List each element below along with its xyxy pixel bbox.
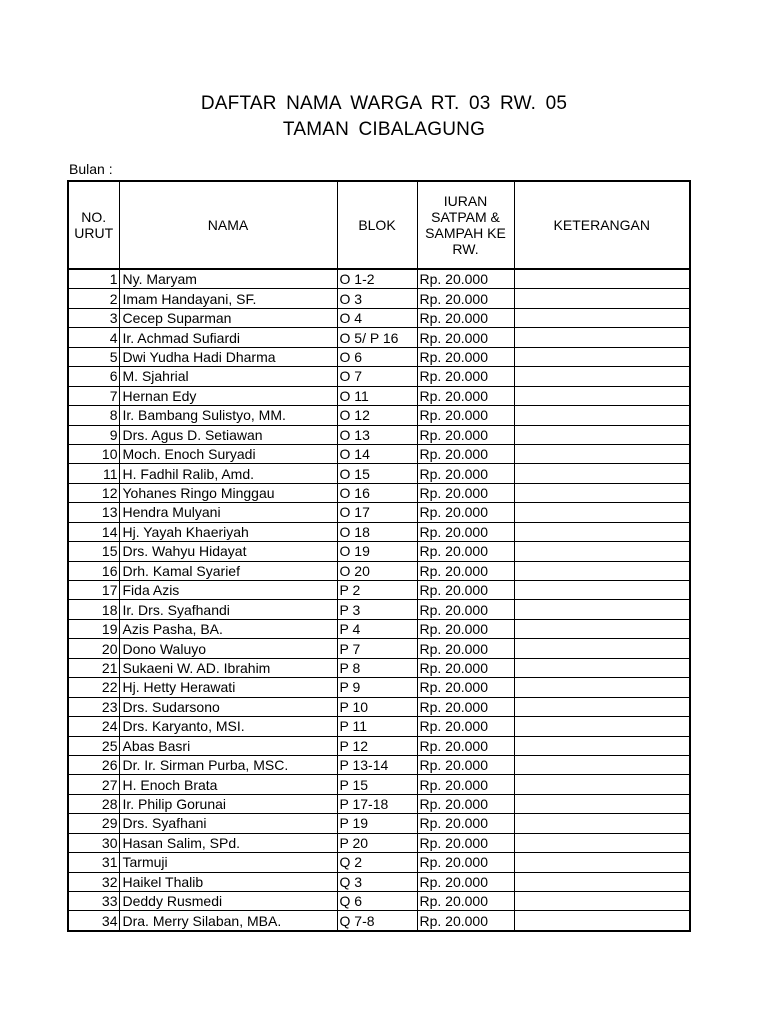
header-blok: BLOK (337, 181, 417, 269)
row-nama-cell: Ir. Drs. Syafhandi (119, 600, 337, 619)
row-blok-cell: O 6 (337, 347, 417, 366)
row-keterangan-cell (514, 367, 690, 386)
table-row (68, 775, 690, 794)
row-nama-cell: Drs. Agus D. Setiawan (119, 425, 337, 444)
row-keterangan-cell (514, 639, 690, 658)
row-blok-cell: P 7 (337, 639, 417, 658)
row-keterangan-cell (514, 678, 690, 697)
table-row (68, 892, 690, 911)
table-row (68, 658, 690, 677)
header-no-urut: NO. URUT (68, 181, 119, 269)
table-row (68, 328, 690, 347)
table-row (68, 600, 690, 619)
row-nama-cell: Dra. Merry Silaban, MBA. (119, 911, 337, 931)
row-iuran-cell: Rp. 20.000 (417, 444, 514, 463)
row-keterangan-cell (514, 464, 690, 483)
row-keterangan-cell (514, 542, 690, 561)
row-keterangan-cell (514, 581, 690, 600)
row-nama-cell: H. Enoch Brata (119, 775, 337, 794)
row-blok-cell: P 9 (337, 678, 417, 697)
row-blok-cell: P 13-14 (337, 755, 417, 774)
table-row (68, 542, 690, 561)
table-row (68, 406, 690, 425)
row-keterangan-cell (514, 289, 690, 308)
row-no-cell: 16 (68, 561, 119, 580)
row-nama-cell: H. Fadhil Ralib, Amd. (119, 464, 337, 483)
table-row (68, 347, 690, 366)
row-nama-cell: Dono Waluyo (119, 639, 337, 658)
row-nama-cell: Yohanes Ringo Minggau (119, 483, 337, 502)
row-keterangan-cell (514, 892, 690, 911)
header-nama: NAMA (119, 181, 337, 269)
table-body (68, 269, 690, 931)
row-no-cell: 18 (68, 600, 119, 619)
row-iuran-cell: Rp. 20.000 (417, 639, 514, 658)
table-row (68, 639, 690, 658)
row-keterangan-cell (514, 308, 690, 327)
row-iuran-cell: Rp. 20.000 (417, 619, 514, 638)
row-iuran-cell: Rp. 20.000 (417, 289, 514, 308)
row-nama-cell: Imam Handayani, SF. (119, 289, 337, 308)
row-iuran-cell: Rp. 20.000 (417, 892, 514, 911)
row-no-cell: 22 (68, 678, 119, 697)
row-iuran-cell: Rp. 20.000 (417, 697, 514, 716)
table-row (68, 872, 690, 891)
row-nama-cell: Hendra Mulyani (119, 503, 337, 522)
row-no-cell: 34 (68, 911, 119, 931)
table-row (68, 814, 690, 833)
row-no-cell: 32 (68, 872, 119, 891)
row-iuran-cell: Rp. 20.000 (417, 814, 514, 833)
row-keterangan-cell (514, 600, 690, 619)
row-keterangan-cell (514, 619, 690, 638)
table-row (68, 678, 690, 697)
row-no-cell: 5 (68, 347, 119, 366)
header-keterangan: KETERANGAN (514, 181, 690, 269)
row-iuran-cell: Rp. 20.000 (417, 483, 514, 502)
row-keterangan-cell (514, 736, 690, 755)
row-no-cell: 10 (68, 444, 119, 463)
row-keterangan-cell (514, 425, 690, 444)
table-row (68, 853, 690, 872)
row-keterangan-cell (514, 833, 690, 852)
row-blok-cell: O 19 (337, 542, 417, 561)
row-iuran-cell: Rp. 20.000 (417, 755, 514, 774)
row-iuran-cell: Rp. 20.000 (417, 658, 514, 677)
table-row (68, 503, 690, 522)
table-row (68, 697, 690, 716)
row-keterangan-cell (514, 814, 690, 833)
row-nama-cell: Azis Pasha, BA. (119, 619, 337, 638)
row-nama-cell: Ir. Achmad Sufiardi (119, 328, 337, 347)
row-nama-cell: Moch. Enoch Suryadi (119, 444, 337, 463)
table-row (68, 386, 690, 405)
row-blok-cell: P 12 (337, 736, 417, 755)
row-no-cell: 30 (68, 833, 119, 852)
row-nama-cell: Drs. Wahyu Hidayat (119, 542, 337, 561)
table-row (68, 289, 690, 308)
row-nama-cell: Hasan Salim, SPd. (119, 833, 337, 852)
row-iuran-cell: Rp. 20.000 (417, 542, 514, 561)
row-keterangan-cell (514, 386, 690, 405)
row-blok-cell: O 4 (337, 308, 417, 327)
row-iuran-cell: Rp. 20.000 (417, 736, 514, 755)
table-header-row (68, 181, 690, 269)
row-no-cell: 19 (68, 619, 119, 638)
row-iuran-cell: Rp. 20.000 (417, 386, 514, 405)
row-blok-cell: P 17-18 (337, 794, 417, 813)
table-row (68, 619, 690, 638)
row-iuran-cell: Rp. 20.000 (417, 717, 514, 736)
row-blok-cell: O 13 (337, 425, 417, 444)
row-nama-cell: Hj. Yayah Khaeriyah (119, 522, 337, 541)
row-no-cell: 31 (68, 853, 119, 872)
row-iuran-cell: Rp. 20.000 (417, 367, 514, 386)
row-blok-cell: O 14 (337, 444, 417, 463)
table-row (68, 581, 690, 600)
row-no-cell: 9 (68, 425, 119, 444)
table-row (68, 464, 690, 483)
table-row (68, 833, 690, 852)
row-nama-cell: Dwi Yudha Hadi Dharma (119, 347, 337, 366)
row-nama-cell: Cecep Suparman (119, 308, 337, 327)
row-nama-cell: Hernan Edy (119, 386, 337, 405)
row-no-cell: 21 (68, 658, 119, 677)
row-nama-cell: Ir. Bambang Sulistyo, MM. (119, 406, 337, 425)
table-row (68, 483, 690, 502)
row-keterangan-cell (514, 755, 690, 774)
row-no-cell: 23 (68, 697, 119, 716)
table-row (68, 717, 690, 736)
row-keterangan-cell (514, 328, 690, 347)
row-no-cell: 7 (68, 386, 119, 405)
row-keterangan-cell (514, 717, 690, 736)
row-iuran-cell: Rp. 20.000 (417, 581, 514, 600)
row-iuran-cell: Rp. 20.000 (417, 911, 514, 931)
row-iuran-cell: Rp. 20.000 (417, 308, 514, 327)
row-nama-cell: Ir. Philip Gorunai (119, 794, 337, 813)
table-row (68, 736, 690, 755)
row-keterangan-cell (514, 561, 690, 580)
row-nama-cell: Haikel Thalib (119, 872, 337, 891)
row-no-cell: 33 (68, 892, 119, 911)
row-no-cell: 6 (68, 367, 119, 386)
row-blok-cell: P 2 (337, 581, 417, 600)
row-blok-cell: P 20 (337, 833, 417, 852)
row-iuran-cell: Rp. 20.000 (417, 347, 514, 366)
table-row (68, 269, 690, 289)
row-no-cell: 25 (68, 736, 119, 755)
row-blok-cell: P 11 (337, 717, 417, 736)
row-blok-cell: O 16 (337, 483, 417, 502)
row-no-cell: 15 (68, 542, 119, 561)
row-blok-cell: P 3 (337, 600, 417, 619)
row-no-cell: 1 (68, 269, 119, 289)
table-row (68, 794, 690, 813)
row-blok-cell: O 15 (337, 464, 417, 483)
row-blok-cell: P 4 (337, 619, 417, 638)
row-blok-cell: Q 2 (337, 853, 417, 872)
row-blok-cell: O 3 (337, 289, 417, 308)
row-nama-cell: Sukaeni W. AD. Ibrahim (119, 658, 337, 677)
row-blok-cell: Q 3 (337, 872, 417, 891)
row-nama-cell: Dr. Ir. Sirman Purba, MSC. (119, 755, 337, 774)
row-nama-cell: Drs. Sudarsono (119, 697, 337, 716)
row-keterangan-cell (514, 483, 690, 502)
row-blok-cell: P 10 (337, 697, 417, 716)
row-iuran-cell: Rp. 20.000 (417, 425, 514, 444)
row-nama-cell: Drs. Syafhani (119, 814, 337, 833)
row-no-cell: 13 (68, 503, 119, 522)
row-keterangan-cell (514, 406, 690, 425)
row-blok-cell: P 19 (337, 814, 417, 833)
table-row (68, 522, 690, 541)
row-iuran-cell: Rp. 20.000 (417, 522, 514, 541)
row-nama-cell: Drs. Karyanto, MSI. (119, 717, 337, 736)
row-keterangan-cell (514, 522, 690, 541)
row-keterangan-cell (514, 503, 690, 522)
row-blok-cell: P 15 (337, 775, 417, 794)
row-iuran-cell: Rp. 20.000 (417, 561, 514, 580)
row-no-cell: 20 (68, 639, 119, 658)
row-keterangan-cell (514, 775, 690, 794)
row-blok-cell: O 17 (337, 503, 417, 522)
row-iuran-cell: Rp. 20.000 (417, 678, 514, 697)
table-row (68, 561, 690, 580)
row-nama-cell: Abas Basri (119, 736, 337, 755)
row-no-cell: 27 (68, 775, 119, 794)
row-iuran-cell: Rp. 20.000 (417, 269, 514, 289)
row-iuran-cell: Rp. 20.000 (417, 794, 514, 813)
table-row (68, 367, 690, 386)
bulan-label: Bulan : (69, 161, 113, 177)
warga-table (67, 180, 691, 932)
row-iuran-cell: Rp. 20.000 (417, 503, 514, 522)
row-nama-cell: Fida Azis (119, 581, 337, 600)
row-iuran-cell: Rp. 20.000 (417, 775, 514, 794)
row-no-cell: 24 (68, 717, 119, 736)
row-blok-cell: Q 7-8 (337, 911, 417, 931)
row-no-cell: 12 (68, 483, 119, 502)
row-keterangan-cell (514, 697, 690, 716)
row-iuran-cell: Rp. 20.000 (417, 872, 514, 891)
row-blok-cell: O 18 (337, 522, 417, 541)
row-nama-cell: M. Sjahrial (119, 367, 337, 386)
row-no-cell: 3 (68, 308, 119, 327)
row-nama-cell: Ny. Maryam (119, 269, 337, 289)
table-row (68, 444, 690, 463)
row-keterangan-cell (514, 794, 690, 813)
row-blok-cell: O 5/ P 16 (337, 328, 417, 347)
row-keterangan-cell (514, 269, 690, 289)
row-blok-cell: P 8 (337, 658, 417, 677)
row-no-cell: 8 (68, 406, 119, 425)
table-row (68, 911, 690, 931)
row-keterangan-cell (514, 872, 690, 891)
row-blok-cell: O 1-2 (337, 269, 417, 289)
row-iuran-cell: Rp. 20.000 (417, 406, 514, 425)
row-no-cell: 4 (68, 328, 119, 347)
row-no-cell: 28 (68, 794, 119, 813)
row-blok-cell: O 11 (337, 386, 417, 405)
row-nama-cell: Drh. Kamal Syarief (119, 561, 337, 580)
document-title: DAFTAR NAMA WARGA RT. 03 RW. 05 (200, 93, 568, 114)
row-no-cell: 14 (68, 522, 119, 541)
row-nama-cell: Tarmuji (119, 853, 337, 872)
row-keterangan-cell (514, 347, 690, 366)
row-blok-cell: Q 6 (337, 892, 417, 911)
row-no-cell: 17 (68, 581, 119, 600)
row-nama-cell: Hj. Hetty Herawati (119, 678, 337, 697)
header-iuran: IURAN SATPAM & SAMPAH KE RW. (417, 181, 514, 269)
row-blok-cell: O 12 (337, 406, 417, 425)
table-row (68, 755, 690, 774)
row-keterangan-cell (514, 911, 690, 931)
row-blok-cell: O 20 (337, 561, 417, 580)
table-row (68, 308, 690, 327)
row-iuran-cell: Rp. 20.000 (417, 464, 514, 483)
row-iuran-cell: Rp. 20.000 (417, 328, 514, 347)
row-keterangan-cell (514, 444, 690, 463)
table-row (68, 425, 690, 444)
row-iuran-cell: Rp. 20.000 (417, 833, 514, 852)
row-no-cell: 29 (68, 814, 119, 833)
row-keterangan-cell (514, 658, 690, 677)
row-nama-cell: Deddy Rusmedi (119, 892, 337, 911)
row-blok-cell: O 7 (337, 367, 417, 386)
row-keterangan-cell (514, 853, 690, 872)
row-no-cell: 26 (68, 755, 119, 774)
row-no-cell: 2 (68, 289, 119, 308)
row-iuran-cell: Rp. 20.000 (417, 600, 514, 619)
document-subtitle: TAMAN CIBALAGUNG (282, 119, 486, 140)
row-no-cell: 11 (68, 464, 119, 483)
row-iuran-cell: Rp. 20.000 (417, 853, 514, 872)
